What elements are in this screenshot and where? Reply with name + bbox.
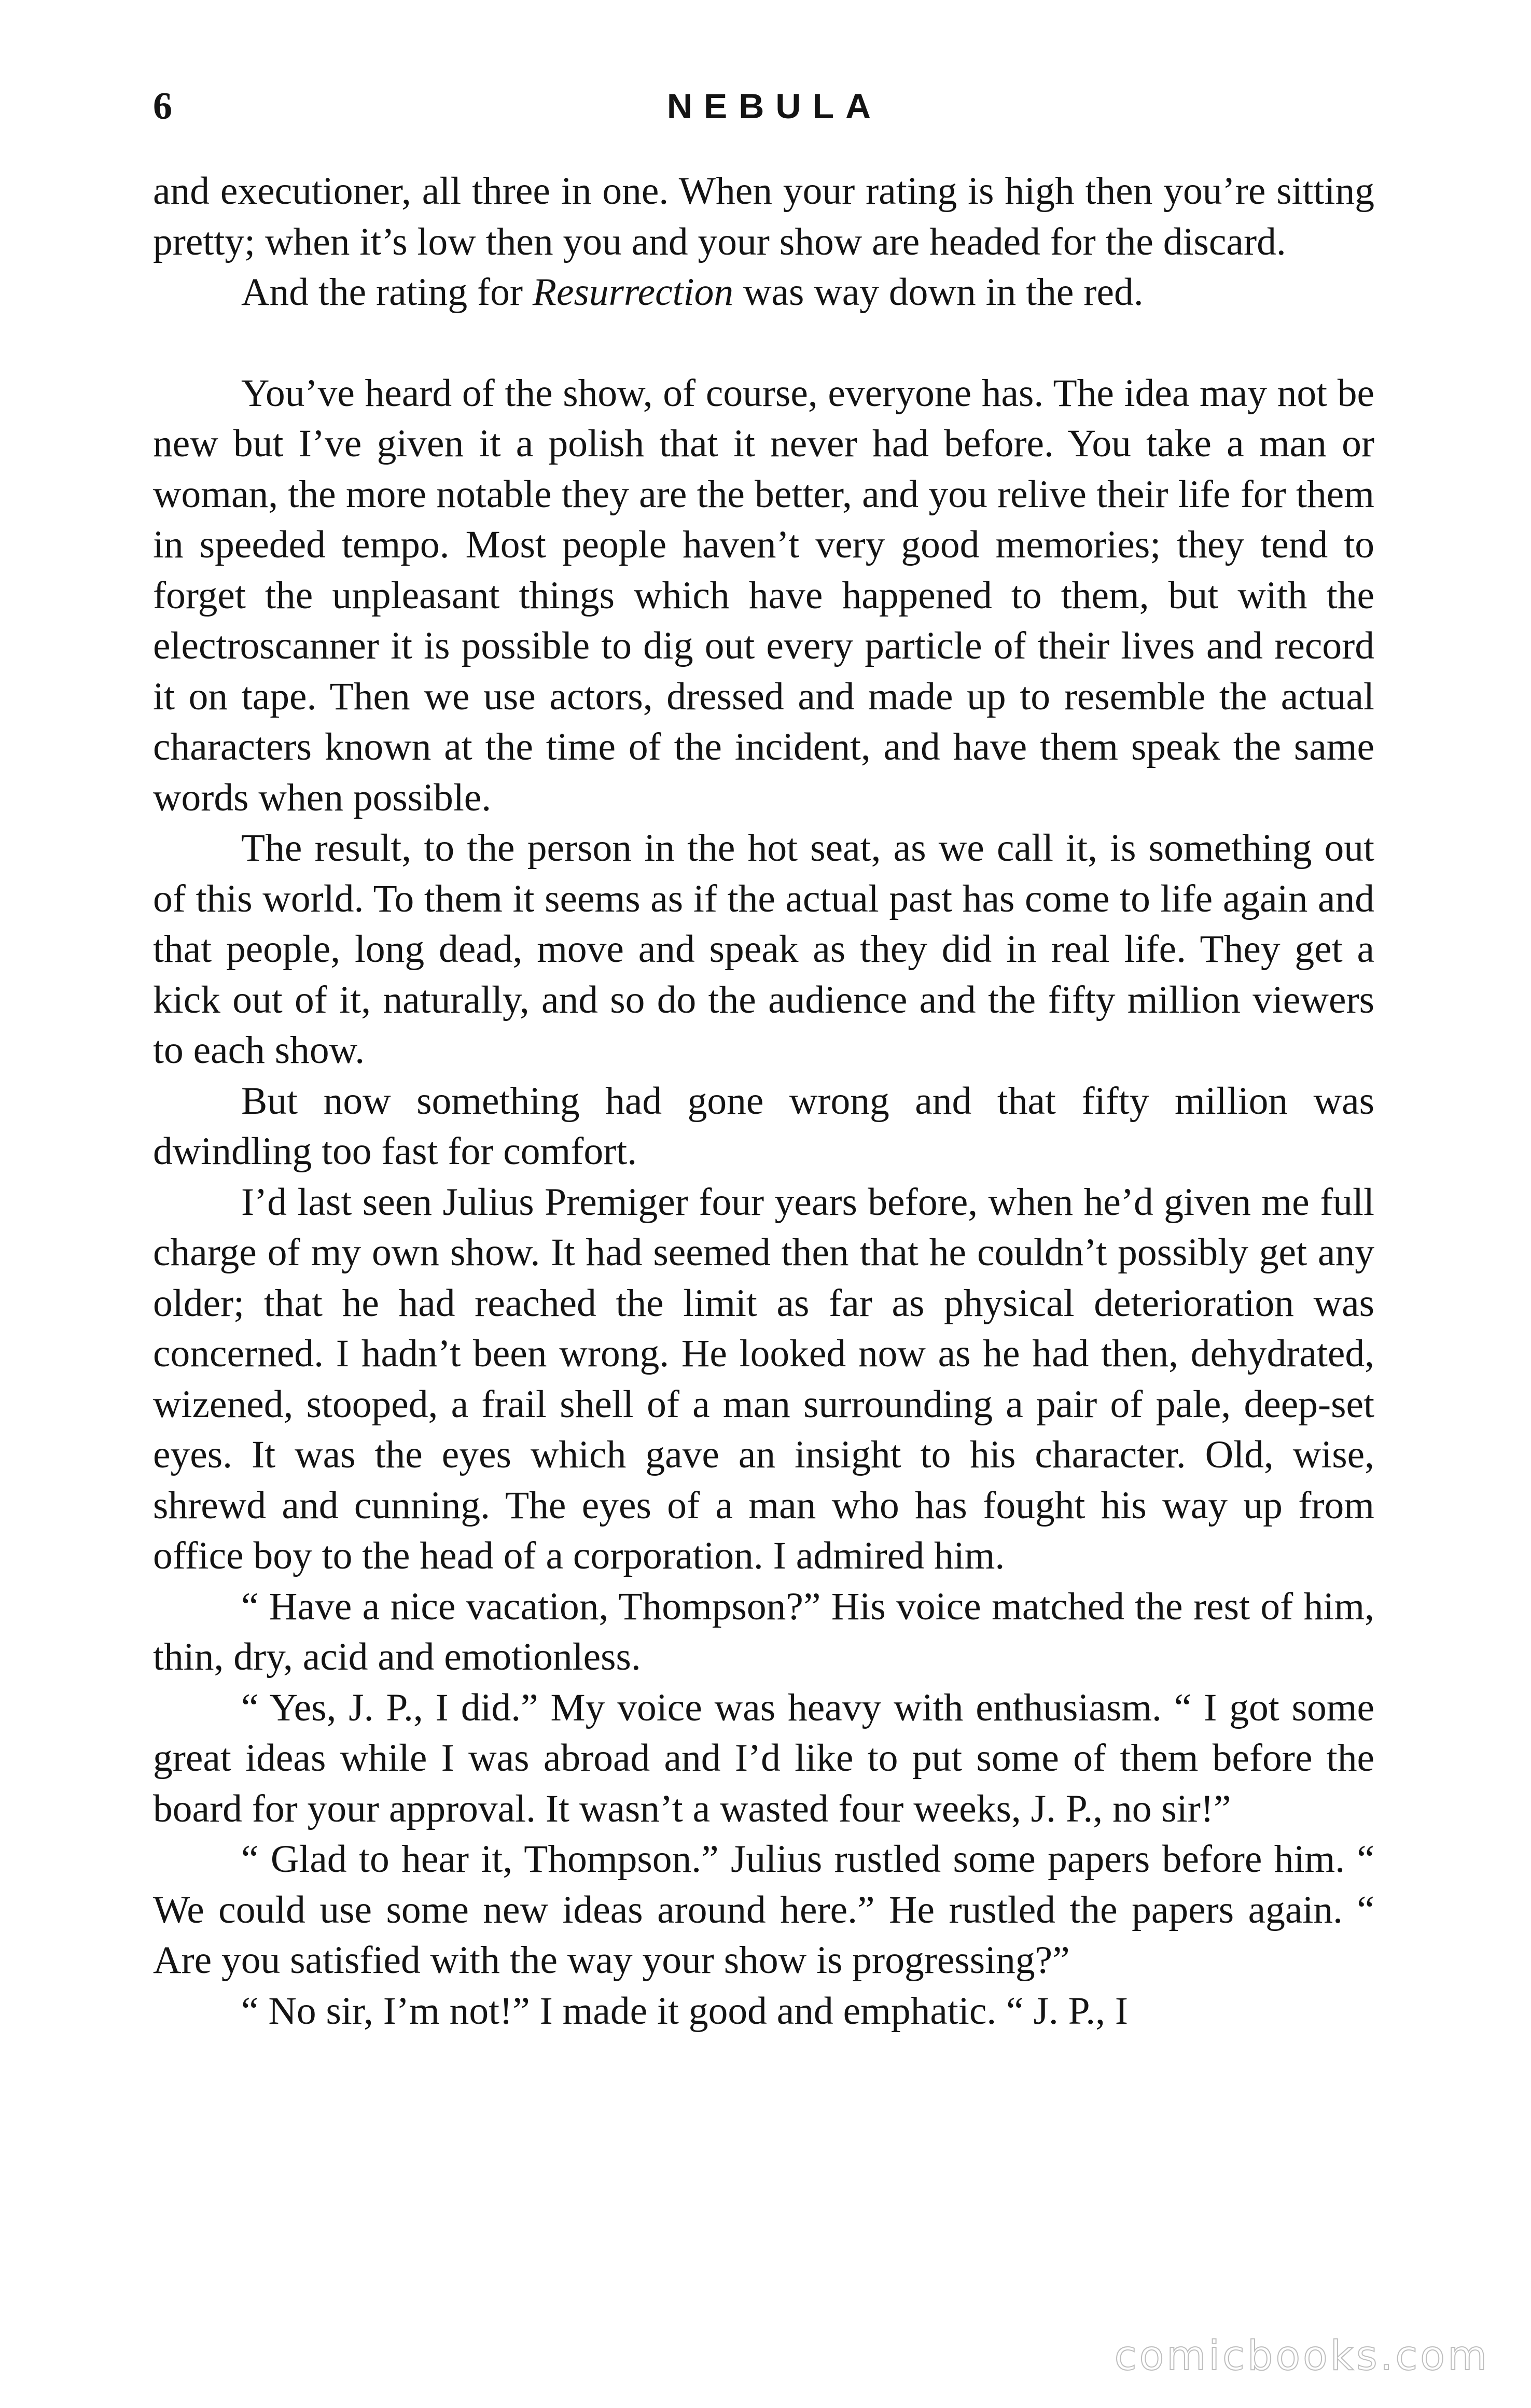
paragraph <box>153 1581 1374 1683</box>
text-run: “ Yes, J. P., I did.” My voice was heavy with enthusiasm. “ I got some great ideas while I was abroad and I’d like to put some of them before the board for your approval. It wasn’t a wasted four weeks, J. P., no sir!” <box>153 1686 1374 1830</box>
page-header <box>153 78 1375 135</box>
paragraph <box>153 823 1374 1076</box>
paragraph <box>153 1177 1374 1581</box>
text-run: You’ve heard of the show, of course, everyone has. The idea may not be new but I’ve given it a polish that it never had before. You take a man or woman, the more notable they are the better, and you relive their life for them in speeded tempo. Most people haven’t very good memories; they tend to forget the unpleasant things which have happened to them, but with the electroscanner it is possible to dig out every particle of their lives and record it on tape. Then we use actors, dressed and made up to resemble the actual characters known at the time of the incident, and have them speak the same words when possible. <box>153 371 1374 819</box>
italic-text: Resurrection <box>532 271 734 314</box>
text-run: But now something had gone wrong and that fifty million was dwindling too fast for comfort. <box>153 1079 1374 1173</box>
text-run: and executioner, all three in one. When your rating is high then you’re sitting pretty; when it’s low then you and your show are headed for the discard. <box>153 170 1374 263</box>
text-run: was way down in the red. <box>733 271 1144 314</box>
paragraph <box>153 1076 1374 1177</box>
paragraph <box>153 1986 1374 2037</box>
text-run: And the rating for <box>241 271 533 314</box>
paragraph <box>153 166 1374 267</box>
paragraph <box>153 267 1374 318</box>
text-run: I’d last seen Julius Premiger four years before, when he’d given me full charge of my own show. It had seemed then that he couldn’t possibly get any older; that he had reached the limit as far as physical deterioration was concerned. I hadn’t been wrong. He looked now as he had then, dehydrated, wizened, stooped, a frail shell of a man surrounding a pair of pale, deep-set eyes. It was the eyes which gave an insight to his character. Old, wise, shrewd and cunning. The eyes of a man who has fought his way up from office boy to the head of a corporation. I admired him. <box>153 1180 1374 1577</box>
text-run: The result, to the person in the hot seat, as we call it, is something out of this world. To them it seems as if the actual past has come to life again and that people, long dead, move and speak as they did in real life. They get a kick out of it, naturally, and so do the audience and the fifty million viewers to each show. <box>153 827 1374 1072</box>
watermark: comicbooks.com <box>1114 2333 1490 2379</box>
text-run: “ Have a nice vacation, Thompson?” His voice matched the rest of him, thin, dry, acid and emotionless. <box>153 1585 1374 1678</box>
paragraph <box>153 1683 1374 1835</box>
body-text <box>153 166 1374 2036</box>
page-number: 6 <box>153 85 172 128</box>
text-run: “ No sir, I’m not!” I made it good and emphatic. “ J. P., I <box>241 1989 1128 2033</box>
paragraph <box>153 1834 1374 1986</box>
running-head: NEBULA <box>666 87 883 126</box>
paragraph <box>153 368 1374 823</box>
text-run: “ Glad to hear it, Thompson.” Julius rustled some papers before him. “ We could use some new ideas around here.” He rustled the papers again. “ Are you satisfied with the way your show is progressing?” <box>153 1838 1374 1982</box>
